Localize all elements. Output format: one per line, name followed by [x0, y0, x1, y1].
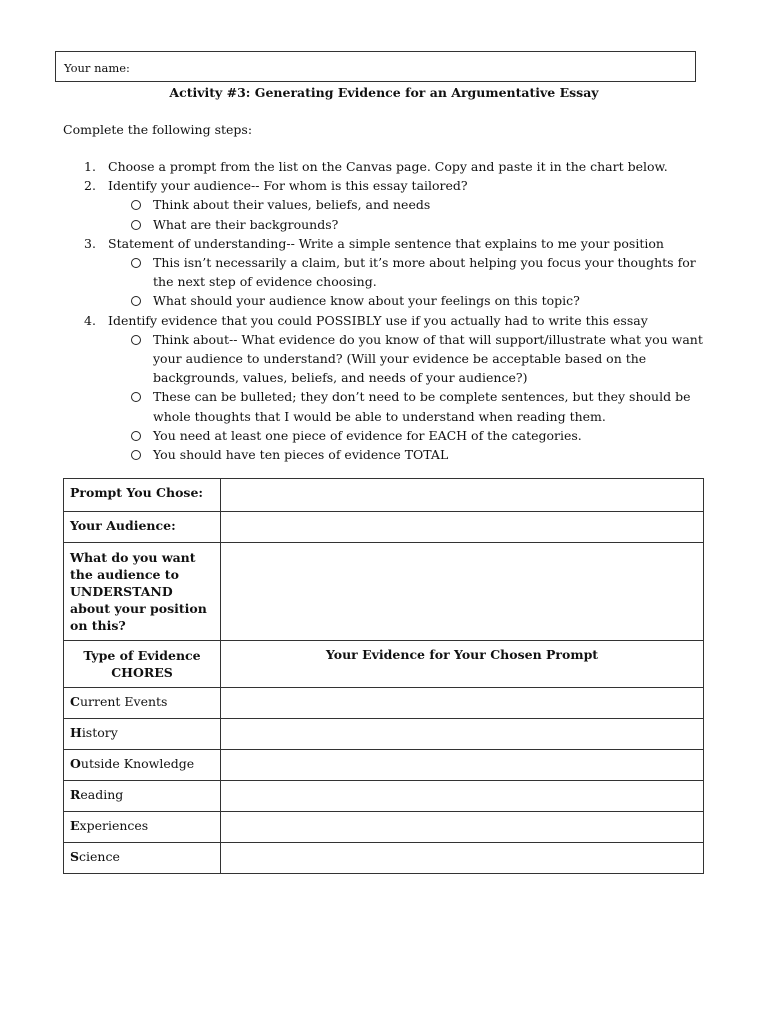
table-row [64, 512, 704, 543]
evidence-cell[interactable] [221, 812, 704, 843]
sub-item [84, 215, 714, 234]
step-number: 2. [84, 178, 96, 194]
category-cell [64, 843, 221, 874]
sub-item-text: What should your audience know about your feelings on this topic? [153, 293, 580, 309]
circle-bullet-icon [131, 335, 141, 345]
intro-text: Complete the following steps: [63, 122, 253, 137]
circle-bullet-icon [131, 296, 141, 306]
circle-bullet-icon [131, 392, 141, 402]
sub-item-text: This isn’t necessarily a claim, but it’s more about helping you focus your thoughts for the next step of evidence choosing. [153, 255, 696, 290]
category-cell [64, 719, 221, 750]
understand-label: What do you want the audience to UNDERSTAND about your position on this? [64, 543, 221, 641]
category-rest: istory [81, 725, 118, 740]
name-field[interactable] [55, 51, 696, 82]
audience-cell[interactable] [221, 512, 704, 543]
step-text: Identify evidence that you could POSSIBLY use if you actually had to write this essay [108, 312, 648, 328]
step-text: Identify your audience-- For whom is this essay tailored? [108, 178, 468, 194]
circle-bullet-icon [131, 258, 141, 268]
category-initial: S [70, 849, 80, 864]
evidence-cell[interactable] [221, 688, 704, 719]
step-text: Statement of understanding-- Write a simple sentence that explains to me your position [108, 235, 664, 251]
category-initial: E [70, 818, 80, 833]
category-cell [64, 781, 221, 812]
circle-bullet-icon [131, 431, 141, 441]
table-row [64, 750, 704, 781]
table-row [64, 479, 704, 512]
sub-item [84, 426, 714, 445]
sub-item [84, 445, 714, 464]
category-initial: R [70, 787, 81, 802]
table-row [64, 812, 704, 843]
sub-item-text: Think about-- What evidence do you know of that will support/illustrate what you want your audience to understand? (Will your evidence be acceptable based on the backgrounds, values, beliefs, and needs of your audience?) [153, 331, 703, 386]
step-2 [84, 176, 714, 195]
circle-bullet-icon [131, 200, 141, 210]
sub-item [84, 195, 714, 214]
step-3 [84, 234, 714, 253]
circle-bullet-icon [131, 220, 141, 230]
sub-item-text: What are their backgrounds? [153, 216, 339, 232]
evidence-cell[interactable] [221, 781, 704, 812]
page-title: Activity #3: Generating Evidence for an Argumentative Essay [169, 85, 599, 100]
table-row [64, 543, 704, 641]
table-row [64, 719, 704, 750]
step-text: Choose a prompt from the list on the Canvas page. Copy and paste it in the chart below. [108, 159, 668, 174]
name-label: Your name: [64, 61, 130, 75]
category-initial: C [70, 694, 80, 709]
category-cell [64, 688, 221, 719]
prompt-label: Prompt You Chose: [64, 479, 221, 512]
step-number: 1. [84, 159, 96, 174]
type-header-sub: CHORES [111, 665, 173, 680]
step-number: 4. [84, 312, 96, 328]
category-rest: utside Knowledge [80, 756, 195, 771]
understand-cell[interactable] [221, 543, 704, 641]
sub-item-text: You need at least one piece of evidence for EACH of the categories. [153, 427, 582, 443]
table-row [64, 781, 704, 812]
sub-item-text: You should have ten pieces of evidence TOTAL [153, 447, 449, 463]
circle-bullet-icon [131, 450, 141, 460]
evidence-cell[interactable] [221, 843, 704, 874]
sub-item [84, 291, 714, 310]
category-rest: cience [79, 849, 120, 864]
evidence-header: Your Evidence for Your Chosen Prompt [221, 641, 704, 688]
audience-label: Your Audience: [64, 512, 221, 543]
table-row [64, 843, 704, 874]
evidence-chart [63, 478, 704, 874]
category-initial: H [70, 725, 82, 740]
step-4 [84, 311, 714, 330]
sub-item [84, 387, 714, 425]
category-rest: urrent Events [79, 694, 168, 709]
sub-item [84, 253, 714, 291]
step-1 [84, 157, 714, 176]
steps-list [84, 157, 714, 464]
category-rest: eading [80, 787, 124, 802]
category-cell [64, 812, 221, 843]
sub-item-text: Think about their values, beliefs, and needs [153, 197, 431, 213]
table-row [64, 688, 704, 719]
evidence-cell[interactable] [221, 750, 704, 781]
category-cell [64, 750, 221, 781]
prompt-cell[interactable] [221, 479, 704, 512]
evidence-cell[interactable] [221, 719, 704, 750]
category-initial: O [70, 756, 81, 771]
table-header-row [64, 641, 704, 688]
type-header-label: Type of Evidence [83, 648, 201, 663]
step-number: 3. [84, 235, 96, 251]
category-rest: xperiences [79, 818, 149, 833]
type-header [64, 641, 221, 688]
sub-item-text: These can be bulleted; they don’t need to be complete sentences, but they should be whole thoughts that I would be able to understand when reading them. [153, 389, 691, 424]
sub-item [84, 330, 714, 388]
